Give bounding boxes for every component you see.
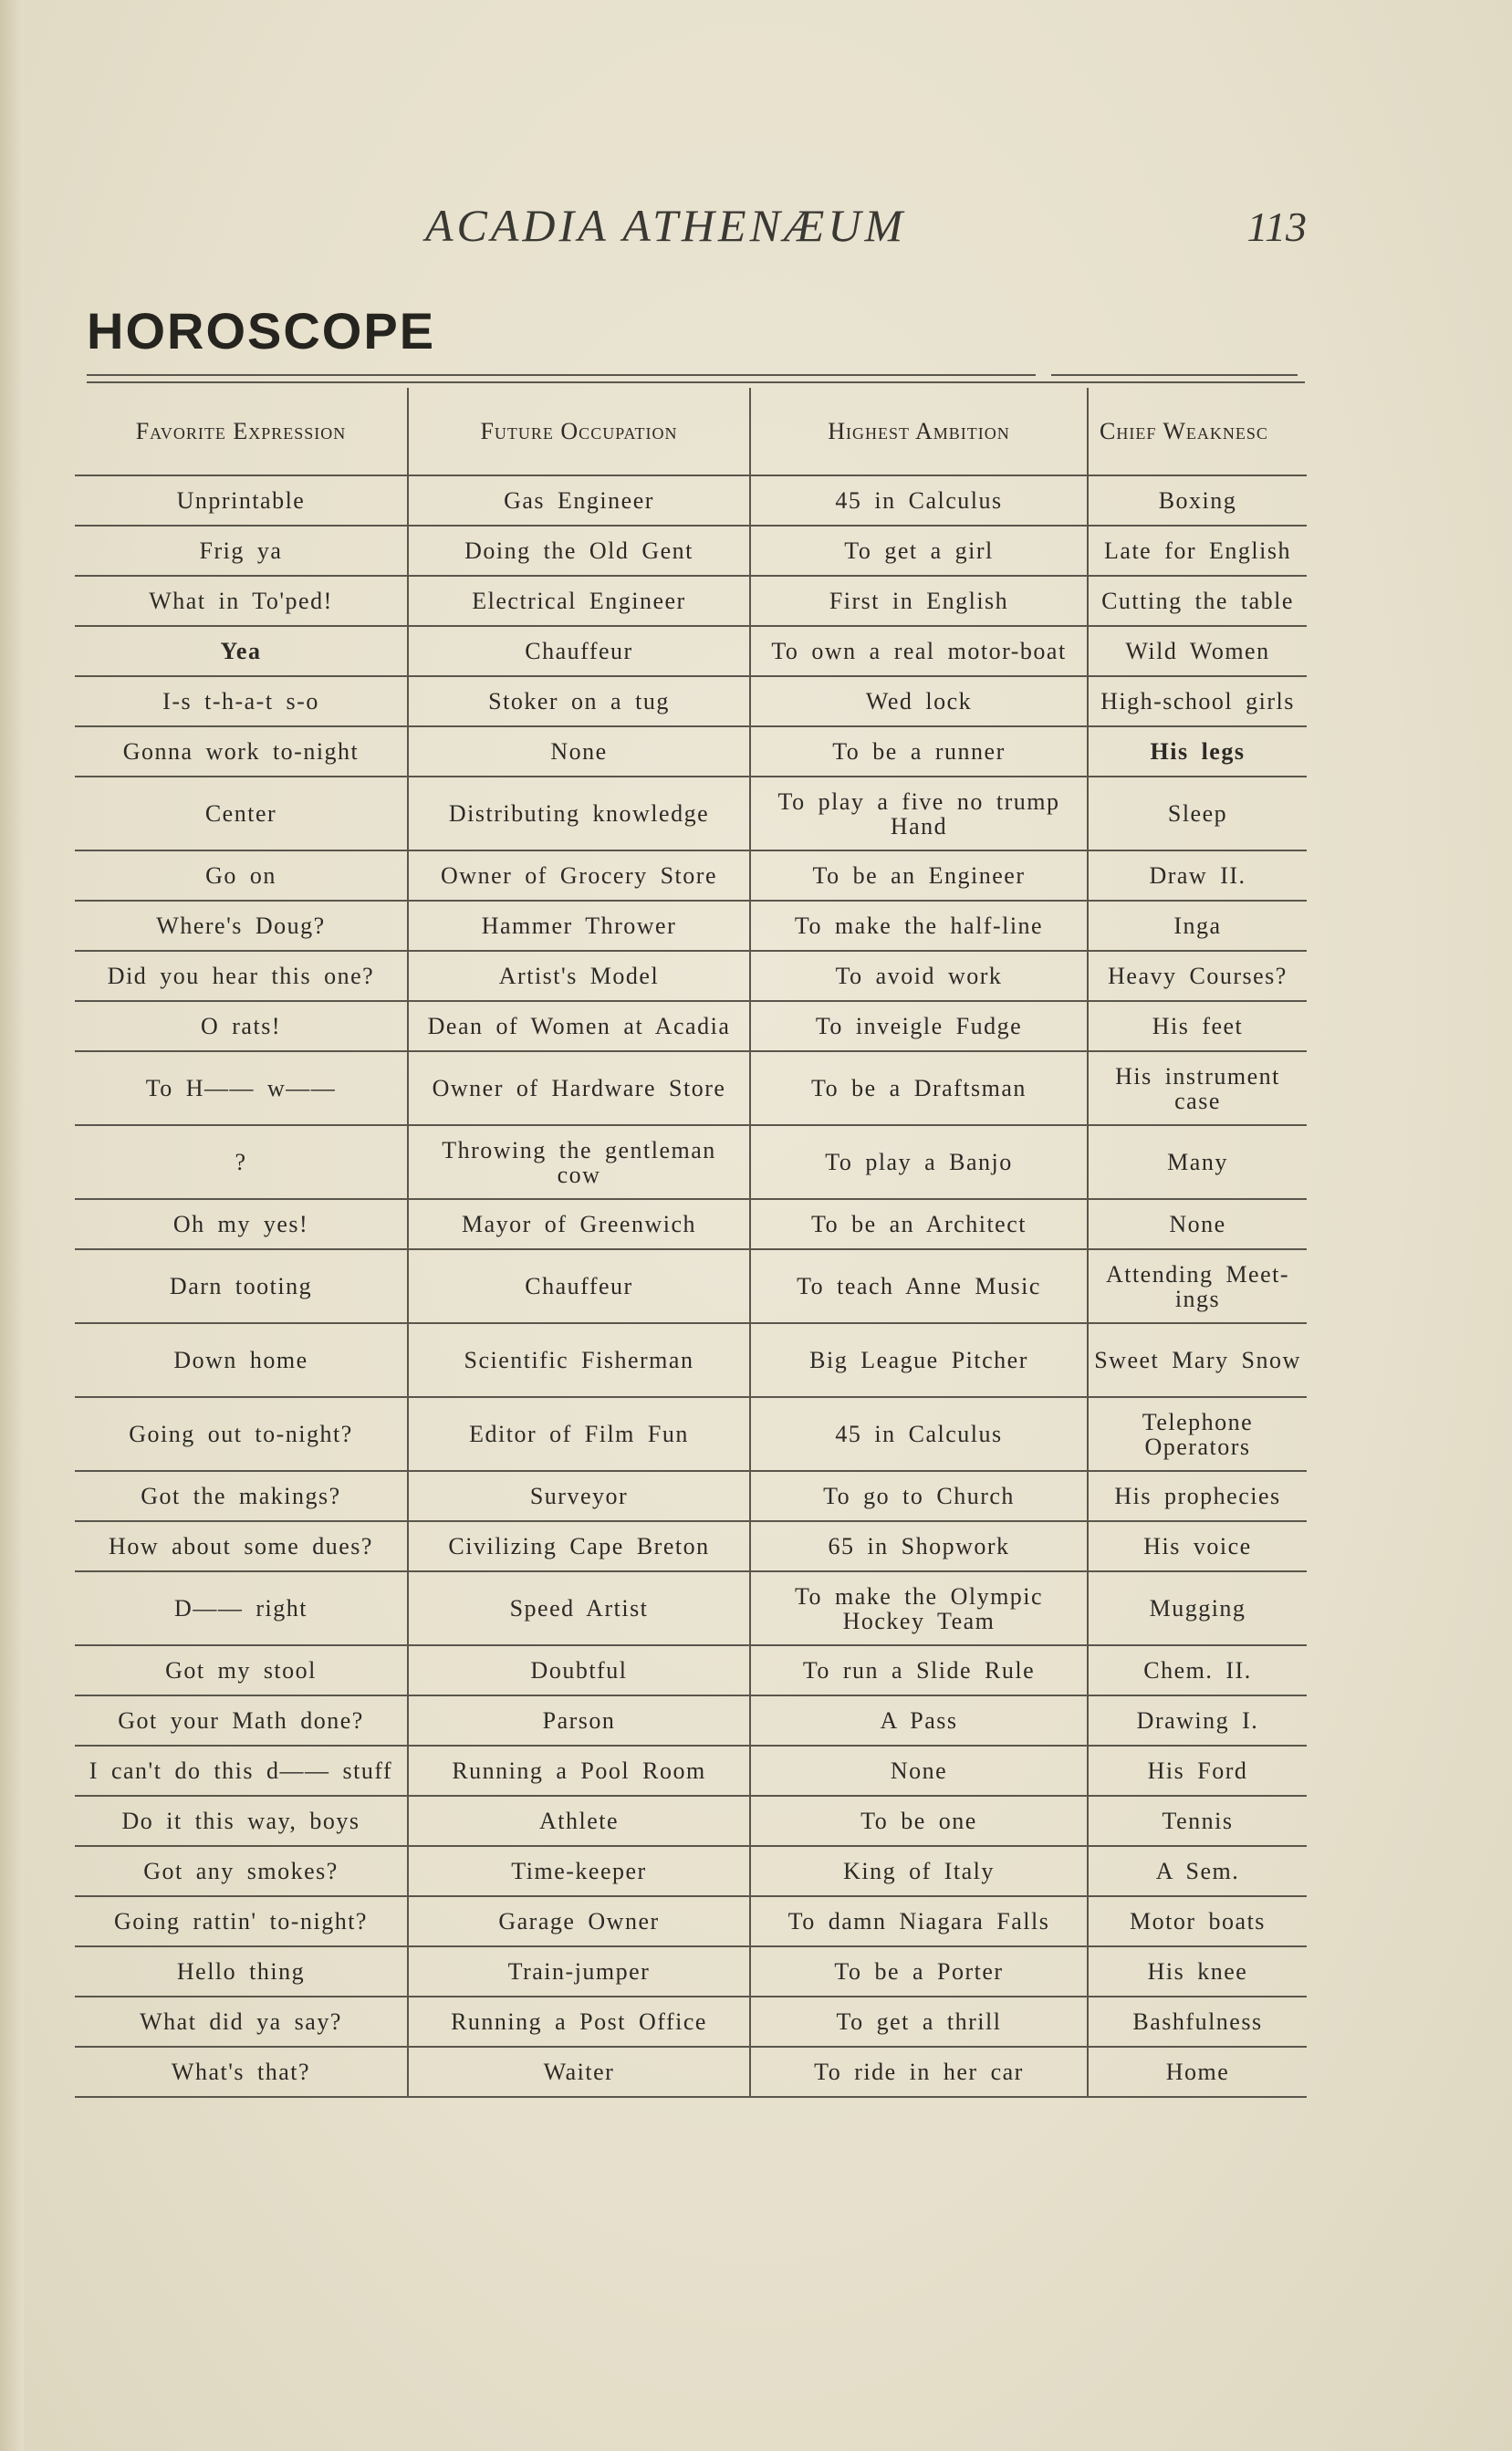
favorite-expression-cell: Got my stool	[75, 1645, 408, 1695]
favorite-expression-cell: Did you hear this one?	[75, 951, 408, 1001]
favorite-expression-cell: Where's Doug?	[75, 901, 408, 951]
future-occupation-cell: Electrical Engineer	[408, 576, 750, 626]
highest-ambition-cell: To teach Anne Music	[750, 1249, 1088, 1323]
table-row	[75, 1695, 1307, 1746]
favorite-expression-cell: To H—— w——	[75, 1051, 408, 1125]
highest-ambition-cell: First in English	[750, 576, 1088, 626]
highest-ambition-cell: Big League Pitcher	[750, 1323, 1088, 1397]
highest-ambition-cell: To be an Engineer	[750, 850, 1088, 901]
column-header-favorite-expression: Favorite Expression	[75, 388, 408, 475]
chief-weakness-cell: None	[1088, 1199, 1307, 1249]
table-row	[75, 626, 1307, 676]
favorite-expression-cell: O rats!	[75, 1001, 408, 1051]
future-occupation-cell: Time-keeper	[408, 1846, 750, 1896]
chief-weakness-cell: Attending Meet-ings	[1088, 1249, 1307, 1323]
favorite-expression-cell: What did ya say?	[75, 1997, 408, 2047]
favorite-expression-cell: Darn tooting	[75, 1249, 408, 1323]
table-row	[75, 2047, 1307, 2097]
favorite-expression-cell: Gonna work to-night	[75, 726, 408, 777]
chief-weakness-cell: Late for English	[1088, 526, 1307, 576]
chief-weakness-cell: Home	[1088, 2047, 1307, 2097]
favorite-expression-cell: Got the makings?	[75, 1471, 408, 1521]
page-edge-shadow	[0, 0, 24, 2451]
future-occupation-cell: Doubtful	[408, 1645, 750, 1695]
favorite-expression-cell: Going out to-night?	[75, 1397, 408, 1471]
future-occupation-cell: Stoker on a tug	[408, 676, 750, 726]
future-occupation-cell: Dean of Women at Acadia	[408, 1001, 750, 1051]
future-occupation-cell: Surveyor	[408, 1471, 750, 1521]
chief-weakness-cell: His legs	[1088, 726, 1307, 777]
table-row	[75, 1571, 1307, 1645]
favorite-expression-cell: Do it this way, boys	[75, 1796, 408, 1846]
chief-weakness-cell: Telephone Operators	[1088, 1397, 1307, 1471]
table-row	[75, 475, 1307, 526]
column-header-future-occupation: Future Occupation	[408, 388, 750, 475]
chief-weakness-cell: Heavy Courses?	[1088, 951, 1307, 1001]
table-row	[75, 1323, 1307, 1397]
running-title: ACADIA ATHENÆUM	[425, 200, 907, 251]
future-occupation-cell: Throwing the gentleman cow	[408, 1125, 750, 1199]
table-row	[75, 1001, 1307, 1051]
favorite-expression-cell: Oh my yes!	[75, 1199, 408, 1249]
chief-weakness-cell: High-school girls	[1088, 676, 1307, 726]
future-occupation-cell: Doing the Old Gent	[408, 526, 750, 576]
table-header-row	[75, 388, 1307, 475]
chief-weakness-cell: A Sem.	[1088, 1846, 1307, 1896]
highest-ambition-cell: To be a Draftsman	[750, 1051, 1088, 1125]
favorite-expression-cell: I-s t-h-a-t s-o	[75, 676, 408, 726]
horoscope-table	[75, 388, 1307, 2098]
chief-weakness-cell: Draw II.	[1088, 850, 1307, 901]
chief-weakness-cell: His instrument case	[1088, 1051, 1307, 1125]
favorite-expression-cell: ?	[75, 1125, 408, 1199]
favorite-expression-cell: Going rattin' to-night?	[75, 1896, 408, 1946]
highest-ambition-cell: 45 in Calculus	[750, 475, 1088, 526]
title-rule-right	[1051, 374, 1298, 376]
column-header-highest-ambition: Highest Ambition	[750, 388, 1088, 475]
table-row	[75, 777, 1307, 850]
chief-weakness-cell: Chem. II.	[1088, 1645, 1307, 1695]
chief-weakness-cell: Mugging	[1088, 1571, 1307, 1645]
highest-ambition-cell: To play a Banjo	[750, 1125, 1088, 1199]
title-rule-lower	[87, 381, 1305, 383]
table-row	[75, 850, 1307, 901]
future-occupation-cell: Artist's Model	[408, 951, 750, 1001]
page-number: 113	[1246, 203, 1307, 250]
chief-weakness-cell: Inga	[1088, 901, 1307, 951]
highest-ambition-cell: To make the Olympic Hockey Team	[750, 1571, 1088, 1645]
future-occupation-cell: Athlete	[408, 1796, 750, 1846]
favorite-expression-cell: Down home	[75, 1323, 408, 1397]
highest-ambition-cell: To get a girl	[750, 526, 1088, 576]
chief-weakness-cell: Boxing	[1088, 475, 1307, 526]
chief-weakness-cell: Sweet Mary Snow	[1088, 1323, 1307, 1397]
highest-ambition-cell: To be an Architect	[750, 1199, 1088, 1249]
table-row	[75, 1199, 1307, 1249]
title-rule-left	[87, 374, 1036, 376]
highest-ambition-cell: To be one	[750, 1796, 1088, 1846]
future-occupation-cell: Train-jumper	[408, 1946, 750, 1997]
highest-ambition-cell: Wed lock	[750, 676, 1088, 726]
table-row	[75, 901, 1307, 951]
favorite-expression-cell: Go on	[75, 850, 408, 901]
chief-weakness-cell: His feet	[1088, 1001, 1307, 1051]
future-occupation-cell: Parson	[408, 1695, 750, 1746]
table-row	[75, 1125, 1307, 1199]
chief-weakness-cell: His Ford	[1088, 1746, 1307, 1796]
future-occupation-cell: Speed Artist	[408, 1571, 750, 1645]
future-occupation-cell: Waiter	[408, 2047, 750, 2097]
highest-ambition-cell: 45 in Calculus	[750, 1397, 1088, 1471]
table-row	[75, 1846, 1307, 1896]
table-row	[75, 1746, 1307, 1796]
table-row	[75, 1521, 1307, 1571]
chief-weakness-cell: Drawing I.	[1088, 1695, 1307, 1746]
highest-ambition-cell: To inveigle Fudge	[750, 1001, 1088, 1051]
table-row	[75, 576, 1307, 626]
future-occupation-cell: Scientific Fisherman	[408, 1323, 750, 1397]
table-row	[75, 1397, 1307, 1471]
favorite-expression-cell: I can't do this d—— stuff	[75, 1746, 408, 1796]
column-header-chief-weakness: Chief Weaknesc	[1088, 388, 1307, 475]
chief-weakness-cell: Tennis	[1088, 1796, 1307, 1846]
table-row	[75, 951, 1307, 1001]
chief-weakness-cell: His knee	[1088, 1946, 1307, 1997]
highest-ambition-cell: To play a five no trump Hand	[750, 777, 1088, 850]
future-occupation-cell: Running a Pool Room	[408, 1746, 750, 1796]
highest-ambition-cell: A Pass	[750, 1695, 1088, 1746]
highest-ambition-cell: To damn Niagara Falls	[750, 1896, 1088, 1946]
table-row	[75, 1796, 1307, 1846]
table-row	[75, 1471, 1307, 1521]
favorite-expression-cell: Center	[75, 777, 408, 850]
chief-weakness-cell: Many	[1088, 1125, 1307, 1199]
favorite-expression-cell: Got your Math done?	[75, 1695, 408, 1746]
chief-weakness-cell: Wild Women	[1088, 626, 1307, 676]
favorite-expression-cell: Got any smokes?	[75, 1846, 408, 1896]
future-occupation-cell: Owner of Grocery Store	[408, 850, 750, 901]
chief-weakness-cell: Sleep	[1088, 777, 1307, 850]
table-row	[75, 526, 1307, 576]
favorite-expression-cell: Yea	[75, 626, 408, 676]
table-row	[75, 1997, 1307, 2047]
highest-ambition-cell: To avoid work	[750, 951, 1088, 1001]
highest-ambition-cell: None	[750, 1746, 1088, 1796]
highest-ambition-cell: To be a runner	[750, 726, 1088, 777]
future-occupation-cell: Chauffeur	[408, 626, 750, 676]
highest-ambition-cell: 65 in Shopwork	[750, 1521, 1088, 1571]
chief-weakness-cell: Bashfulness	[1088, 1997, 1307, 2047]
chief-weakness-cell: Motor boats	[1088, 1896, 1307, 1946]
highest-ambition-cell: To run a Slide Rule	[750, 1645, 1088, 1695]
favorite-expression-cell: Unprintable	[75, 475, 408, 526]
table-row	[75, 1249, 1307, 1323]
table-row	[75, 1896, 1307, 1946]
future-occupation-cell: Gas Engineer	[408, 475, 750, 526]
future-occupation-cell: Editor of Film Fun	[408, 1397, 750, 1471]
chief-weakness-cell: Cutting the table	[1088, 576, 1307, 626]
highest-ambition-cell: To go to Church	[750, 1471, 1088, 1521]
future-occupation-cell: Distributing knowledge	[408, 777, 750, 850]
future-occupation-cell: Running a Post Office	[408, 1997, 750, 2047]
highest-ambition-cell: To ride in her car	[750, 2047, 1088, 2097]
table-row	[75, 1051, 1307, 1125]
chief-weakness-cell: His prophecies	[1088, 1471, 1307, 1521]
table-row	[75, 726, 1307, 777]
future-occupation-cell: None	[408, 726, 750, 777]
highest-ambition-cell: To make the half-line	[750, 901, 1088, 951]
favorite-expression-cell: Hello thing	[75, 1946, 408, 1997]
chief-weakness-cell: His voice	[1088, 1521, 1307, 1571]
future-occupation-cell: Mayor of Greenwich	[408, 1199, 750, 1249]
future-occupation-cell: Owner of Hardware Store	[408, 1051, 750, 1125]
page-title: HOROSCOPE	[87, 302, 436, 360]
future-occupation-cell: Hammer Thrower	[408, 901, 750, 951]
highest-ambition-cell: To be a Porter	[750, 1946, 1088, 1997]
table-row	[75, 1946, 1307, 1997]
favorite-expression-cell: Frig ya	[75, 526, 408, 576]
highest-ambition-cell: King of Italy	[750, 1846, 1088, 1896]
favorite-expression-cell: What's that?	[75, 2047, 408, 2097]
favorite-expression-cell: What in To'ped!	[75, 576, 408, 626]
highest-ambition-cell: To get a thrill	[750, 1997, 1088, 2047]
future-occupation-cell: Civilizing Cape Breton	[408, 1521, 750, 1571]
future-occupation-cell: Chauffeur	[408, 1249, 750, 1323]
future-occupation-cell: Garage Owner	[408, 1896, 750, 1946]
table-row	[75, 1645, 1307, 1695]
favorite-expression-cell: D—— right	[75, 1571, 408, 1645]
table-row	[75, 676, 1307, 726]
highest-ambition-cell: To own a real motor-boat	[750, 626, 1088, 676]
favorite-expression-cell: How about some dues?	[75, 1521, 408, 1571]
